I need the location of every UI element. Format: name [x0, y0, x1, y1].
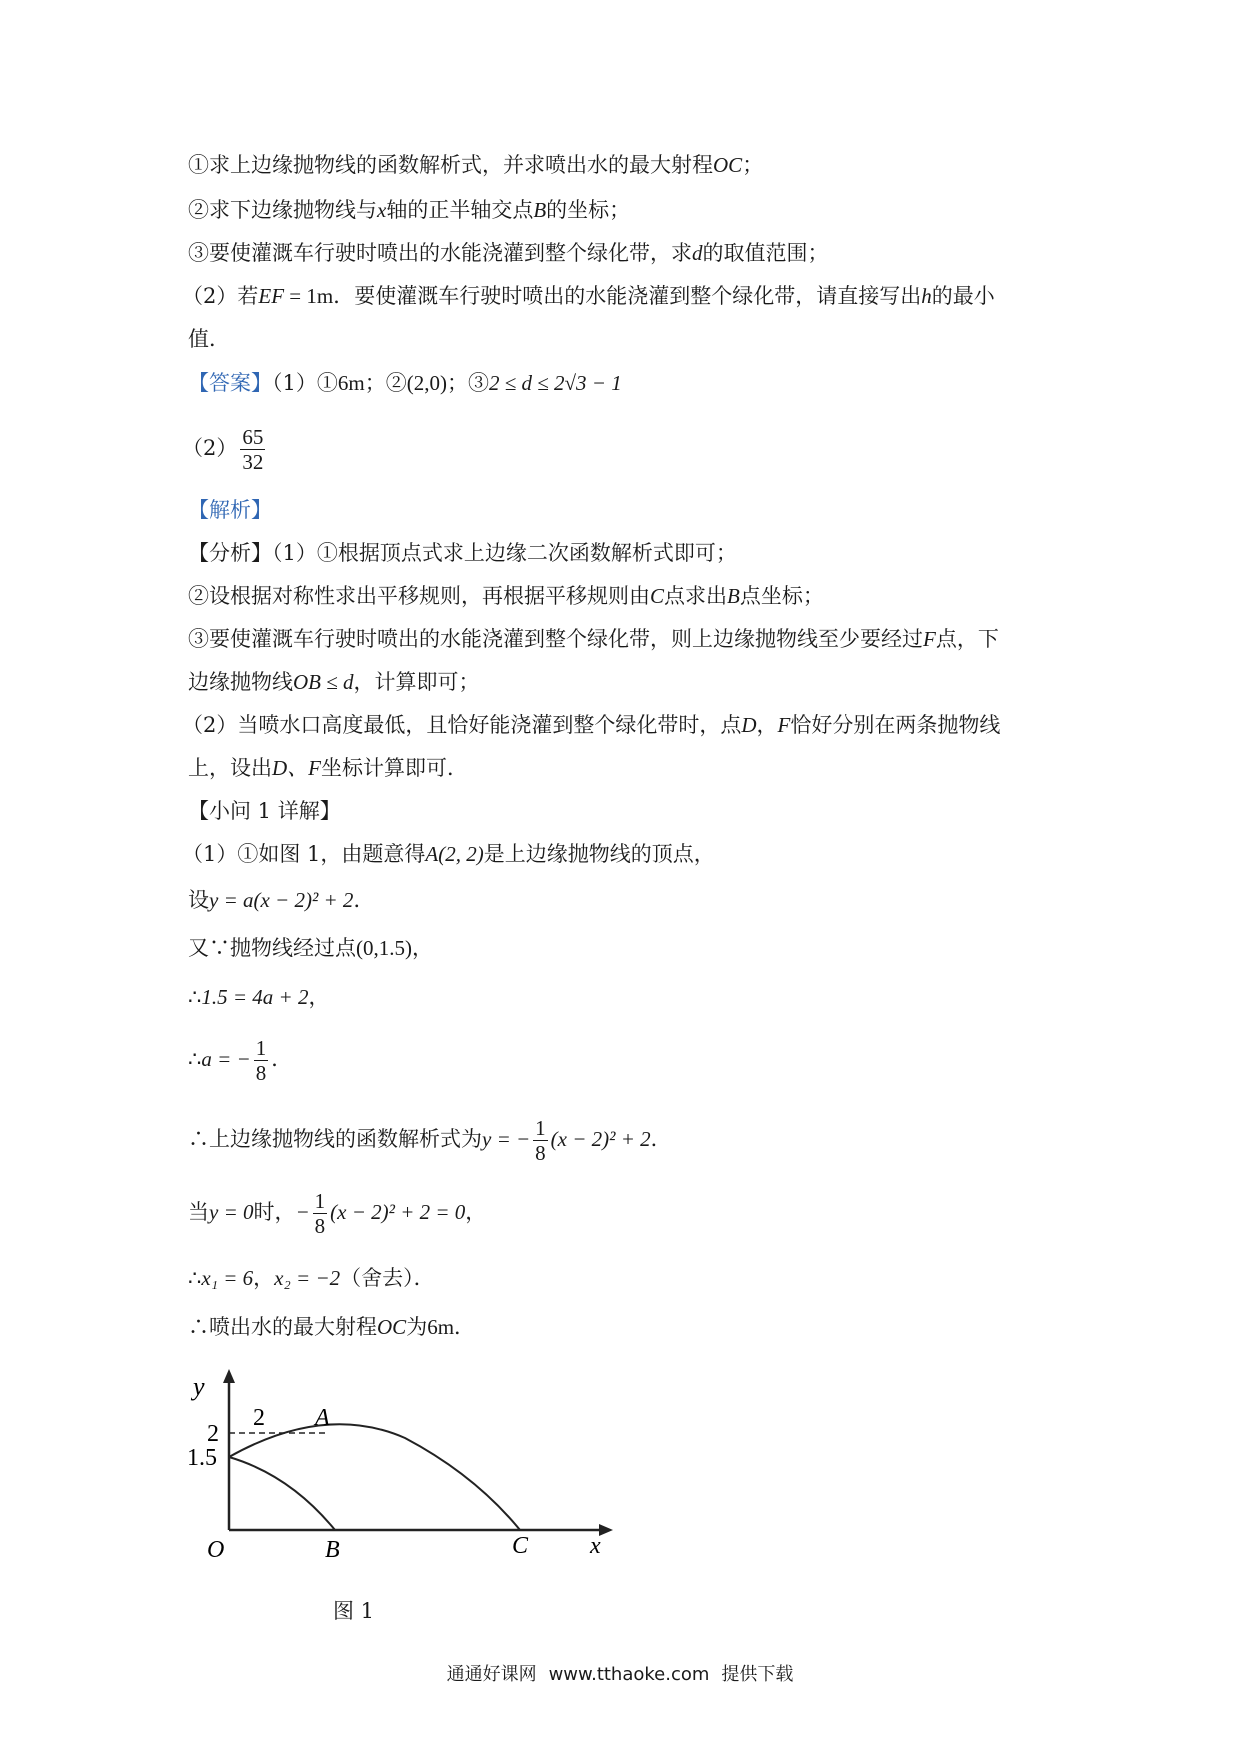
solution-line-3: 又∵抛物线经过点(0,1.5)， [188, 936, 433, 960]
figure-1-parabola-diagram [185, 1365, 625, 1615]
solution-line-5: ∴a = − $\frac{1}{8}$ ． [188, 1036, 293, 1085]
solution-line-7: 当y = 0时，− $\frac{1}{8}$ (x − 2)² + 2 = 0， [188, 1189, 487, 1238]
figure-caption: 图 1 [333, 1599, 375, 1623]
fraction-1-8: $\frac{1}{8}$ [535, 1116, 546, 1165]
y-axis-arrow [223, 1369, 235, 1383]
solution-line-9: ∴喷出水的最大射程OC为6m． [188, 1315, 476, 1339]
label-a: A [315, 1405, 330, 1431]
label-o: O [207, 1537, 225, 1563]
footer-note: 提供下载 [721, 1664, 794, 1685]
footer-site: 通通好课网 [446, 1664, 537, 1685]
question-line-4: （2）若EF = 1m．要使灌溉车行驶时喷出的水能浇灌到整个绿化带，请直接写出h的最小 [182, 284, 995, 308]
upper-parabola [229, 1424, 520, 1530]
analysis-line-6: 上，设出D、F坐标计算即可． [188, 756, 468, 780]
analysis-line-1: 【分析】（1）①根据顶点式求上边缘二次函数解析式即可； [188, 541, 737, 565]
question-line-2: ②求下边缘抛物线与x轴的正半轴交点B的坐标； [188, 198, 631, 222]
label-tick-2-top: 2 [253, 1405, 265, 1431]
fraction-65-32: $\frac{65}{32}$ [242, 425, 264, 474]
solution-line-6: ∴上边缘抛物线的函数解析式为y = − $\frac{1}{8}$ (x − 2)² + 2． [188, 1116, 672, 1165]
question-line-5: 值． [188, 327, 230, 351]
analysis-line-3: ③要使灌溉车行驶时喷出的水能浇灌到整个绿化带，则上边缘抛物线至少要经过F点，下 [188, 627, 999, 651]
solution-line-8: ∴x₁ = 6，x₂ = −2（舍去）． [188, 1266, 435, 1290]
solution-line-1: （1）①如图 1，由题意得A(2, 2)是上边缘抛物线的顶点， [182, 842, 715, 866]
label-y: y [193, 1372, 205, 1401]
analysis-line-2: ②设根据对称性求出平移规则，再根据平移规则由C点求出B点坐标； [188, 584, 824, 608]
page-footer [0, 1660, 1240, 1686]
label-tick-1-5: 1.5 [187, 1445, 217, 1471]
label-b: B [325, 1537, 340, 1563]
answer-line-2: （2） $\frac{65}{32}$ [182, 425, 264, 474]
analysis-tag-line [188, 495, 272, 525]
solution-line-2: 设y = a(x − 2)² + 2． [188, 888, 375, 912]
question-line-3: ③要使灌溉车行驶时喷出的水能浇灌到整个绿化带，求d的取值范围； [188, 241, 829, 265]
subquestion-1-tag: 【小问 1 详解】 [188, 799, 341, 823]
fraction-1-8: $\frac{1}{8}$ [314, 1189, 326, 1238]
label-x: x [590, 1533, 601, 1559]
analysis-line-4: 边缘抛物线OB ≤ d，计算即可； [188, 670, 480, 694]
answer-tag: 【答案】 [188, 371, 272, 395]
label-c: C [512, 1533, 529, 1559]
fraction-1-8: $\frac{1}{8}$ [255, 1036, 267, 1085]
analysis-tag: 【解析】 [188, 498, 272, 522]
solution-line-4: ∴1.5 = 4a + 2， [188, 985, 330, 1009]
label-tick-2-left: 2 [207, 1421, 219, 1447]
analysis-line-5: （2）当喷水口高度最低，且恰好能浇灌到整个绿化带时，点D，F恰好分别在两条抛物线 [182, 713, 1001, 737]
lower-parabola [229, 1457, 335, 1530]
question-line-1: ①求上边缘抛物线的函数解析式，并求喷出水的最大射程OC； [188, 153, 764, 177]
footer-url[interactable]: www.tthaoke.com [548, 1664, 710, 1685]
answer-line-1: 【答案】（1）①6m；②(2,0)；③2 ≤ d ≤ 2√3 − 1 [188, 371, 622, 395]
x-axis-arrow [599, 1524, 613, 1536]
